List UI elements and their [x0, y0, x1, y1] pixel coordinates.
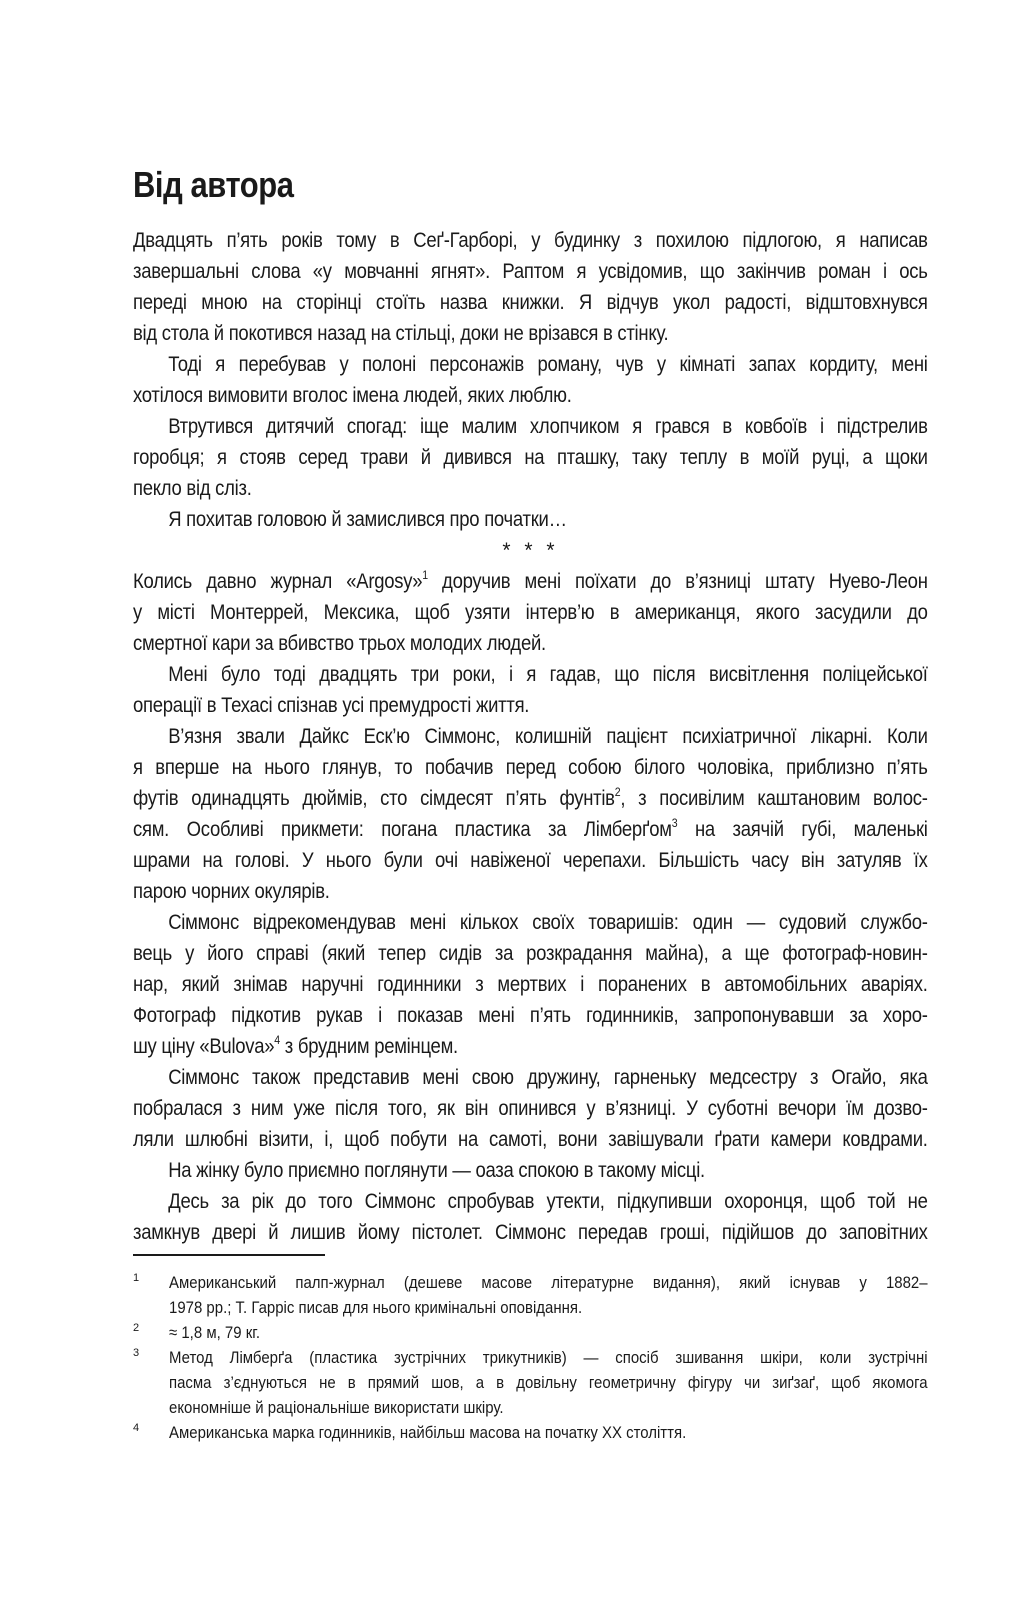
text-line: Сіммонс відрекомендував мені кількох своїх товаришів: один — судовий службо- — [168, 911, 928, 934]
text-line — [133, 814, 928, 845]
text-line: горобця; я стояв серед трави й дивився на пташку, таку теплу в моїй руці, а щоки — [133, 446, 928, 469]
text-line: парою чорних окулярів. — [133, 880, 330, 903]
footnote — [133, 1270, 928, 1320]
text-line: я вперше на нього глянув, то побачив перед собою білого чоловіка, приблизно п’ять — [133, 756, 928, 779]
text-line: у місті Монтеррей, Мексика, щоб узяти інтерв’ю в американця, якого засудили до — [133, 601, 928, 624]
text-line: Сіммонс також представив мені свою дружину, гарненьку медсестру з Огайо, яка — [168, 1066, 928, 1089]
footnote — [133, 1345, 928, 1420]
text-line: шрами на голові. У нього були очі навіженої черепахи. Більшість часу він затуляв їх — [133, 849, 928, 872]
text-line: завершальні слова «у мовчанні ягнят». Раптом я усвідомив, що закінчив роман і ось — [133, 260, 928, 283]
footnote-line: 1978 рр.; Т. Гарріс писав для нього кримінальні оповідання. — [169, 1298, 583, 1317]
text-line: Десь за рік до того Сіммонс спробував утекти, підкупивши охоронця, щоб той не — [168, 1190, 928, 1213]
text-fragment: доручив мені поїхати до в’язниці штату Нуево-Леон — [427, 570, 928, 593]
footnote — [133, 1320, 928, 1345]
text-fragment: футів одинадцять дюймів, сто сімдесят п’ять фунтів — [133, 787, 615, 810]
text-line: пекло від сліз. — [133, 477, 252, 500]
text-line: від стола й покотився назад на стільці, доки не врізався в стінку. — [133, 322, 669, 345]
footnote-number: 2 — [133, 1322, 140, 1334]
text-fragment: з брудним ремінцем. — [279, 1035, 458, 1058]
text-fragment: на заячій губі, маленькі — [677, 818, 928, 841]
text-line: Я похитав головою й замислився про початки… — [168, 508, 567, 531]
text-line: ляли шлюбні візити, і, щоб побути на самоті, вони завішували ґрати камери ковдрами. — [133, 1128, 928, 1151]
footnote-line: ≈ 1,8 м, 79 кг. — [169, 1323, 261, 1342]
text-fragment: Колись давно журнал «Argosy» — [133, 570, 423, 593]
footnote — [133, 1420, 928, 1445]
book-page — [133, 0, 928, 1616]
text-line: операції в Техасі спізнав усі премудрості життя. — [133, 694, 530, 717]
footnote-number: 4 — [133, 1422, 140, 1434]
text-line: В’язня звали Дайкс Еск’ю Сіммонс, колишній пацієнт психіатричної лікарні. Коли — [168, 725, 928, 748]
text-line: смертної кари за вбивство трьох молодих людей. — [133, 632, 546, 655]
text-fragment: сям. Особливі прикмети: погана пластика за Лімберґом — [133, 818, 672, 841]
footnote-divider — [133, 1254, 325, 1256]
text-line: Двадцять п’ять років тому в Сеґ-Гарборі, у будинку з похилою підлогою, я написав — [133, 229, 928, 252]
footnote-number: 3 — [133, 1347, 140, 1359]
text-line — [133, 1031, 928, 1062]
body-text — [133, 225, 928, 1248]
text-line — [133, 566, 928, 597]
text-line: Мені було тоді двадцять три роки, і я гадав, що після висвітлення поліцейської — [168, 663, 928, 686]
text-line: Втрутився дитячий спогад: іще малим хлопчиком я грався в ковбоїв і підстрелив — [168, 415, 928, 438]
footnote-ref: 1 — [422, 568, 428, 582]
chapter-title: Від автора — [133, 164, 294, 205]
footnote-ref: 4 — [274, 1033, 280, 1047]
text-line: Тоді я перебував у полоні персонажів роману, чув у кімнаті запах кордиту, мені — [168, 353, 928, 376]
section-separator: * * * — [502, 539, 559, 562]
text-line: переді мною на сторінці стоїть назва книжки. Я відчув укол радості, відштовхнувся — [133, 291, 928, 314]
footnote-line: Американська марка годинників, найбільш масова на початку XX століття. — [169, 1423, 687, 1442]
footnote-line: пасма з’єднуються не в прямий шов, а в довільну геометричну фігуру чи зиґзаґ, щоб якомога — [169, 1373, 928, 1392]
text-line: нар, який знімав наручні годинники з мертвих і поранених в автомобільних аваріях. — [133, 973, 928, 996]
footnote-line: Метод Лімберґа (пластика зустрічних трикутників) — спосіб зшивання шкіри, коли зустрічні — [169, 1348, 928, 1367]
text-fragment: шу ціну «Bulova» — [133, 1035, 275, 1058]
footnotes — [133, 1270, 928, 1445]
text-line: вець у його справі (який тепер сидів за розкрадання майна), а ще фотограф-новин- — [133, 942, 928, 965]
text-line: хотілося вимовити вголос імена людей, яких люблю. — [133, 384, 572, 407]
text-line — [133, 783, 928, 814]
footnote-line: економніше й раціональніше використати шкіру. — [169, 1398, 504, 1417]
footnote-ref: 3 — [671, 816, 678, 830]
text-fragment: , з посивілим каштановим волос- — [620, 787, 928, 810]
footnote-ref: 2 — [614, 785, 621, 799]
footnote-line: Американський палп-журнал (дешеве масове літературне видання), який існував у 1882– — [169, 1273, 928, 1292]
footnote-number: 1 — [133, 1272, 140, 1284]
text-line: Фотограф підкотив рукав і показав мені п’ять годинників, запропонувавши за хоро- — [133, 1004, 928, 1027]
text-line: На жінку було приємно поглянути — оаза спокою в такому місці. — [168, 1159, 705, 1182]
text-line: замкнув двері й лишив йому пістолет. Сіммонс передав гроші, підійшов до заповітних — [133, 1221, 928, 1244]
text-line: побралася з ним уже після того, як він опинився у в’язниці. У суботні вечори їм дозво- — [133, 1097, 928, 1120]
